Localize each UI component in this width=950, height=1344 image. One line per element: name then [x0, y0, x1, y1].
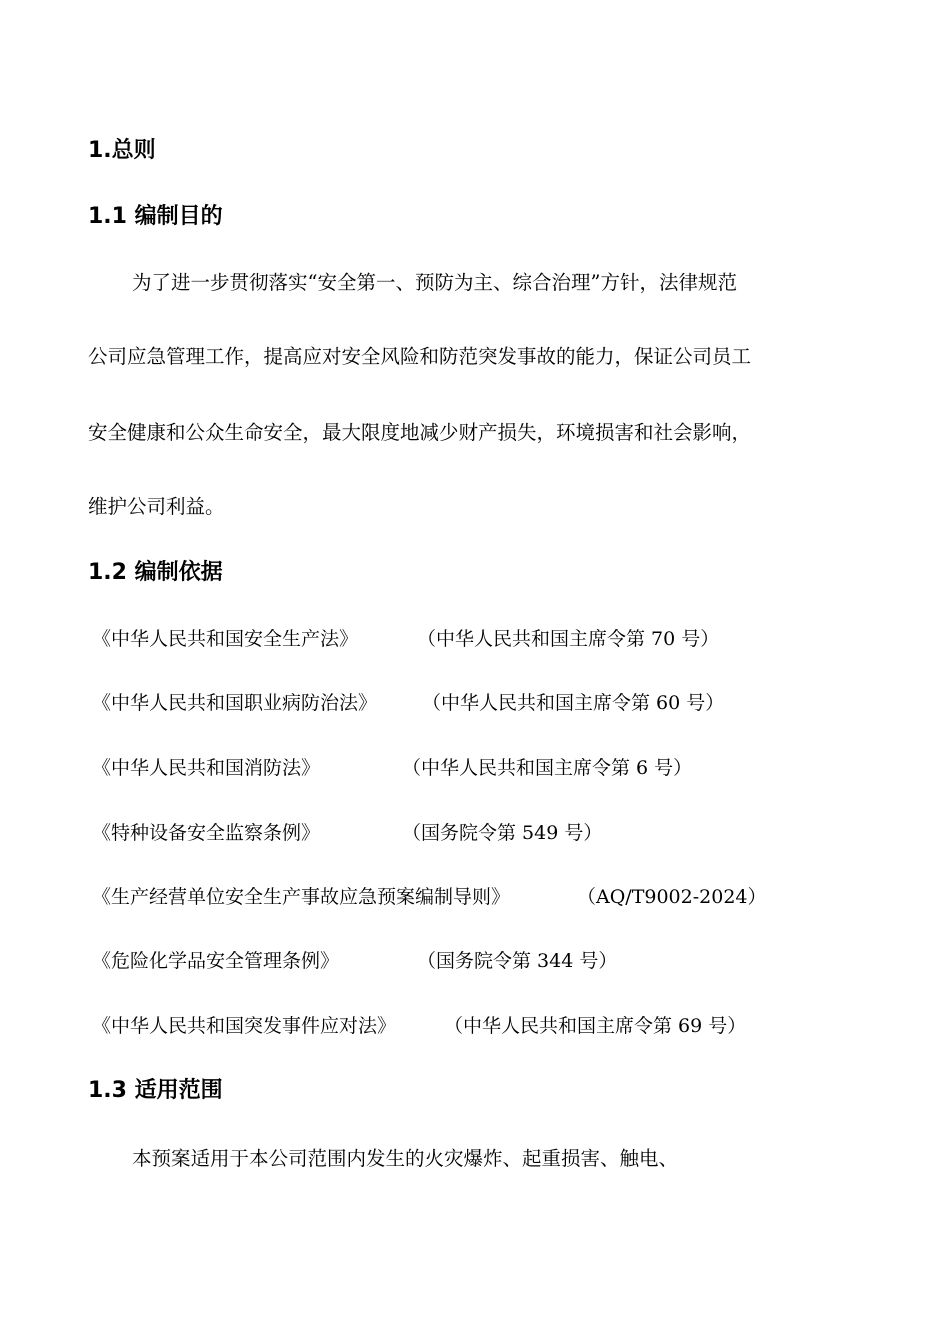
basis-list-item — [92, 882, 767, 912]
basis-document-reference: （国务院令第 549 号） — [402, 822, 603, 844]
basis-document-title: 《危险化学品安全管理条例》 — [92, 950, 340, 972]
basis-document-reference: （国务院令第 344 号） — [417, 950, 618, 972]
basis-document-title: 《中华人民共和国安全生产法》 — [92, 628, 359, 650]
basis-list-item — [92, 818, 603, 848]
section-heading-general: 1.总则 — [88, 138, 156, 163]
section-heading-scope: 1.3 适用范围 — [88, 1078, 223, 1103]
purpose-paragraph-line: 公司应急管理工作，提高应对安全风险和防范突发事故的能力，保证公司员工 — [88, 345, 752, 368]
basis-list-item — [92, 753, 693, 783]
basis-document-title: 《特种设备安全监察条例》 — [92, 822, 321, 844]
basis-document-reference: （中华人民共和国主席令第 60 号） — [422, 692, 725, 714]
basis-list-item — [92, 624, 720, 654]
basis-document-title: 《生产经营单位安全生产事故应急预案编制导则》 — [92, 886, 511, 908]
purpose-paragraph-line: 安全健康和公众生命安全，最大限度地减少财产损失，环境损害和社会影响， — [88, 421, 752, 444]
basis-document-reference: （中华人民共和国主席令第 6 号） — [402, 757, 693, 779]
basis-list-item — [92, 946, 618, 976]
purpose-paragraph-line: 维护公司利益。 — [88, 495, 225, 518]
basis-document-reference: （中华人民共和国主席令第 70 号） — [417, 628, 720, 650]
scope-paragraph-line: 本预案适用于本公司范围内发生的火灾爆炸、起重损害、触电、 — [132, 1147, 679, 1170]
purpose-paragraph-line: 为了进一步贯彻落实“安全第一、预防为主、综合治理”方针，法律规范 — [132, 271, 737, 294]
basis-document-title: 《中华人民共和国消防法》 — [92, 757, 321, 779]
basis-document-title: 《中华人民共和国职业病防治法》 — [92, 692, 378, 714]
section-heading-basis: 1.2 编制依据 — [88, 560, 223, 585]
basis-document-reference: （中华人民共和国主席令第 69 号） — [444, 1015, 747, 1037]
basis-document-title: 《中华人民共和国突发事件应对法》 — [92, 1015, 397, 1037]
basis-document-reference: （AQ/T9002-2024） — [577, 886, 767, 908]
basis-list-item — [92, 688, 725, 718]
basis-list-item — [92, 1011, 747, 1041]
section-heading-purpose: 1.1 编制目的 — [88, 204, 223, 229]
